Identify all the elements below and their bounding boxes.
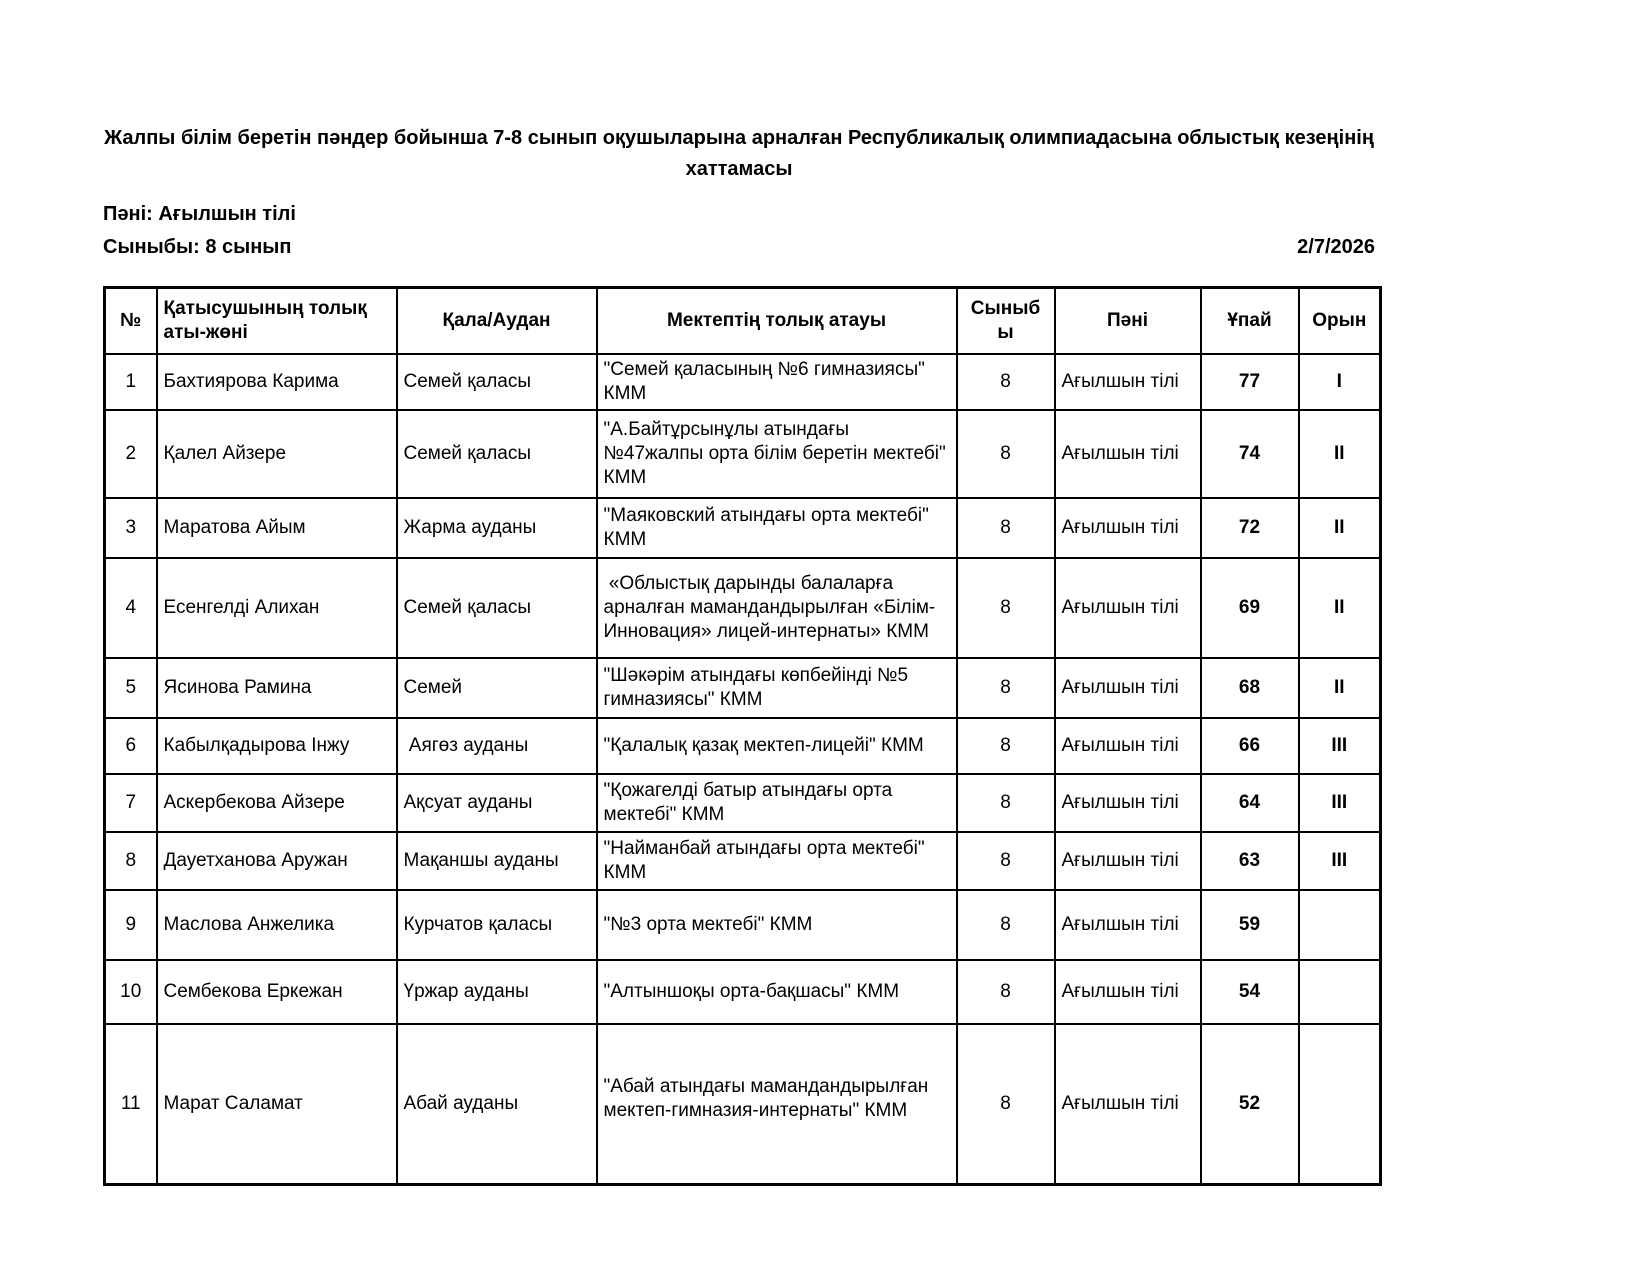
cell-name: Есенгелді Алихан	[157, 558, 397, 658]
table-row	[105, 410, 1381, 498]
cell-no: 4	[105, 558, 157, 658]
cell-no: 6	[105, 718, 157, 774]
cell-subject: Ағылшын тілі	[1055, 774, 1201, 832]
cell-city: Семей қаласы	[397, 354, 597, 410]
cell-school: "Маяковский атындағы орта мектебі" КММ	[597, 498, 957, 558]
cell-grade: 8	[957, 658, 1055, 718]
clipped-school-text: "Абай атындағы мамандандырылған мектеп-гимназия-интернаты" КММ	[603, 1075, 934, 1121]
cell-place: II	[1299, 558, 1381, 658]
cell-place	[1299, 890, 1381, 960]
cell-score: 68	[1201, 658, 1299, 718]
cell-name: Маслова Анжелика	[157, 890, 397, 960]
col-header-grade: Сыныбы	[957, 288, 1055, 354]
cell-subject: Ағылшын тілі	[1055, 1024, 1201, 1185]
cell-school: "Қожагелді батыр атындағы орта мектебі" КММ	[597, 774, 957, 832]
cell-school: «Облыстық дарынды балаларға арналған мамандандырылған «Білім-Инновация» лицей-интернаты» КММ	[597, 558, 957, 658]
cell-name: Бахтиярова Карима	[157, 354, 397, 410]
cell-school: "№3 орта мектебі" КММ	[597, 890, 957, 960]
cell-city: Семей қаласы	[397, 410, 597, 498]
table-row	[105, 718, 1381, 774]
cell-score: 74	[1201, 410, 1299, 498]
table-row	[105, 558, 1381, 658]
grade-value: 8 сынып	[205, 236, 292, 258]
cell-no: 11	[105, 1024, 157, 1185]
cell-grade: 8	[957, 832, 1055, 890]
cell-grade: 8	[957, 774, 1055, 832]
cell-school: "А.Байтұрсынұлы атындағы №47жалпы орта білім беретін мектебі" КММ	[597, 410, 957, 498]
cell-subject: Ағылшын тілі	[1055, 960, 1201, 1024]
subject-line	[103, 202, 1375, 226]
cell-name: Қалел Айзере	[157, 410, 397, 498]
cell-place: III	[1299, 774, 1381, 832]
cell-score: 77	[1201, 354, 1299, 410]
cell-score: 54	[1201, 960, 1299, 1024]
grade-line	[103, 235, 291, 259]
subject-value: Ағылшын тілі	[158, 203, 296, 225]
table-row	[105, 498, 1381, 558]
cell-place: III	[1299, 832, 1381, 890]
cell-city: Жарма ауданы	[397, 498, 597, 558]
cell-no: 8	[105, 832, 157, 890]
table-row	[105, 890, 1381, 960]
grade-label: Сыныбы:	[103, 236, 200, 258]
table-row	[105, 354, 1381, 410]
table-row	[105, 774, 1381, 832]
cell-school: "Алтыншоқы орта-бақшасы" КММ	[597, 960, 957, 1024]
cell-city: Семей қаласы	[397, 558, 597, 658]
col-header-score: Ұпай	[1201, 288, 1299, 354]
cell-place	[1299, 1024, 1381, 1185]
cell-subject: Ағылшын тілі	[1055, 718, 1201, 774]
cell-name: Кабылқадырова Інжу	[157, 718, 397, 774]
cell-no: 10	[105, 960, 157, 1024]
cell-city: Ақсуат ауданы	[397, 774, 597, 832]
cell-school: "Шәкәрім атындағы көпбейінді №5 гимназиясы" КММ	[597, 658, 957, 718]
col-header-school-name: Мектептің толық атауы	[597, 288, 957, 354]
cell-subject: Ағылшын тілі	[1055, 558, 1201, 658]
cell-grade: 8	[957, 1024, 1055, 1185]
table-row	[105, 658, 1381, 718]
cell-place: II	[1299, 498, 1381, 558]
cell-grade: 8	[957, 354, 1055, 410]
cell-name: Дауетханова Аружан	[157, 832, 397, 890]
cell-city: Мақаншы ауданы	[397, 832, 597, 890]
cell-no: 2	[105, 410, 157, 498]
cell-name: Аскербекова Айзере	[157, 774, 397, 832]
cell-grade: 8	[957, 558, 1055, 658]
cell-subject: Ағылшын тілі	[1055, 658, 1201, 718]
cell-score: 72	[1201, 498, 1299, 558]
grade-date-line	[103, 235, 1375, 259]
cell-grade: 8	[957, 890, 1055, 960]
cell-subject: Ағылшын тілі	[1055, 498, 1201, 558]
cell-no: 5	[105, 658, 157, 718]
cell-score: 69	[1201, 558, 1299, 658]
cell-no: 1	[105, 354, 157, 410]
cell-city: Аягөз ауданы	[397, 718, 597, 774]
cell-score: 59	[1201, 890, 1299, 960]
table-header-row	[105, 288, 1381, 354]
cell-name: Марат Саламат	[157, 1024, 397, 1185]
col-header-place: Орын	[1299, 288, 1381, 354]
cell-school: "Найманбай атындағы орта мектебі" КММ	[597, 832, 957, 890]
cell-grade: 8	[957, 718, 1055, 774]
cell-name: Сембекова Еркежан	[157, 960, 397, 1024]
cell-grade: 8	[957, 410, 1055, 498]
cell-city: Үржар ауданы	[397, 960, 597, 1024]
cell-no: 3	[105, 498, 157, 558]
cell-school: "Семей қаласының №6 гимназиясы" КММ	[597, 354, 957, 410]
cell-place: II	[1299, 658, 1381, 718]
col-header-city-district: Қала/Аудан	[397, 288, 597, 354]
cell-name: Ясинова Рамина	[157, 658, 397, 718]
document-meta	[103, 202, 1375, 259]
cell-subject: Ағылшын тілі	[1055, 832, 1201, 890]
table-row	[105, 832, 1381, 890]
cell-score: 64	[1201, 774, 1299, 832]
cell-subject: Ағылшын тілі	[1055, 410, 1201, 498]
cell-grade: 8	[957, 960, 1055, 1024]
document-page	[103, 0, 1375, 1186]
page-title: Жалпы білім беретін пәндер бойынша 7-8 сынып оқушыларына арналған Республикалық олимпиадасына облыстық кезеңінің хаттамасы	[104, 127, 1374, 180]
table-row	[105, 960, 1381, 1024]
col-header-participant-name: Қатысушының толық аты-жөні	[157, 288, 397, 354]
cell-city: Курчатов қаласы	[397, 890, 597, 960]
cell-no: 9	[105, 890, 157, 960]
cell-city: Семей	[397, 658, 597, 718]
cell-school: "Қалалық қазақ мектеп-лицейі" КММ	[597, 718, 957, 774]
cell-subject: Ағылшын тілі	[1055, 354, 1201, 410]
cell-score: 66	[1201, 718, 1299, 774]
cell-place: I	[1299, 354, 1381, 410]
cell-place: III	[1299, 718, 1381, 774]
cell-name: Маратова Айым	[157, 498, 397, 558]
cell-no: 7	[105, 774, 157, 832]
col-header-subject: Пәні	[1055, 288, 1201, 354]
subject-label: Пәні:	[103, 203, 153, 225]
col-header-number: №	[105, 288, 157, 354]
cell-score: 52	[1201, 1024, 1299, 1185]
cell-city: Абай ауданы	[397, 1024, 597, 1185]
table-row	[105, 1024, 1381, 1185]
cell-place: II	[1299, 410, 1381, 498]
cell-school	[597, 1024, 957, 1185]
protocol-date: 2/7/2026	[1297, 236, 1375, 258]
cell-place	[1299, 960, 1381, 1024]
results-table	[103, 286, 1382, 1186]
cell-subject: Ағылшын тілі	[1055, 890, 1201, 960]
cell-grade: 8	[957, 498, 1055, 558]
cell-score: 63	[1201, 832, 1299, 890]
